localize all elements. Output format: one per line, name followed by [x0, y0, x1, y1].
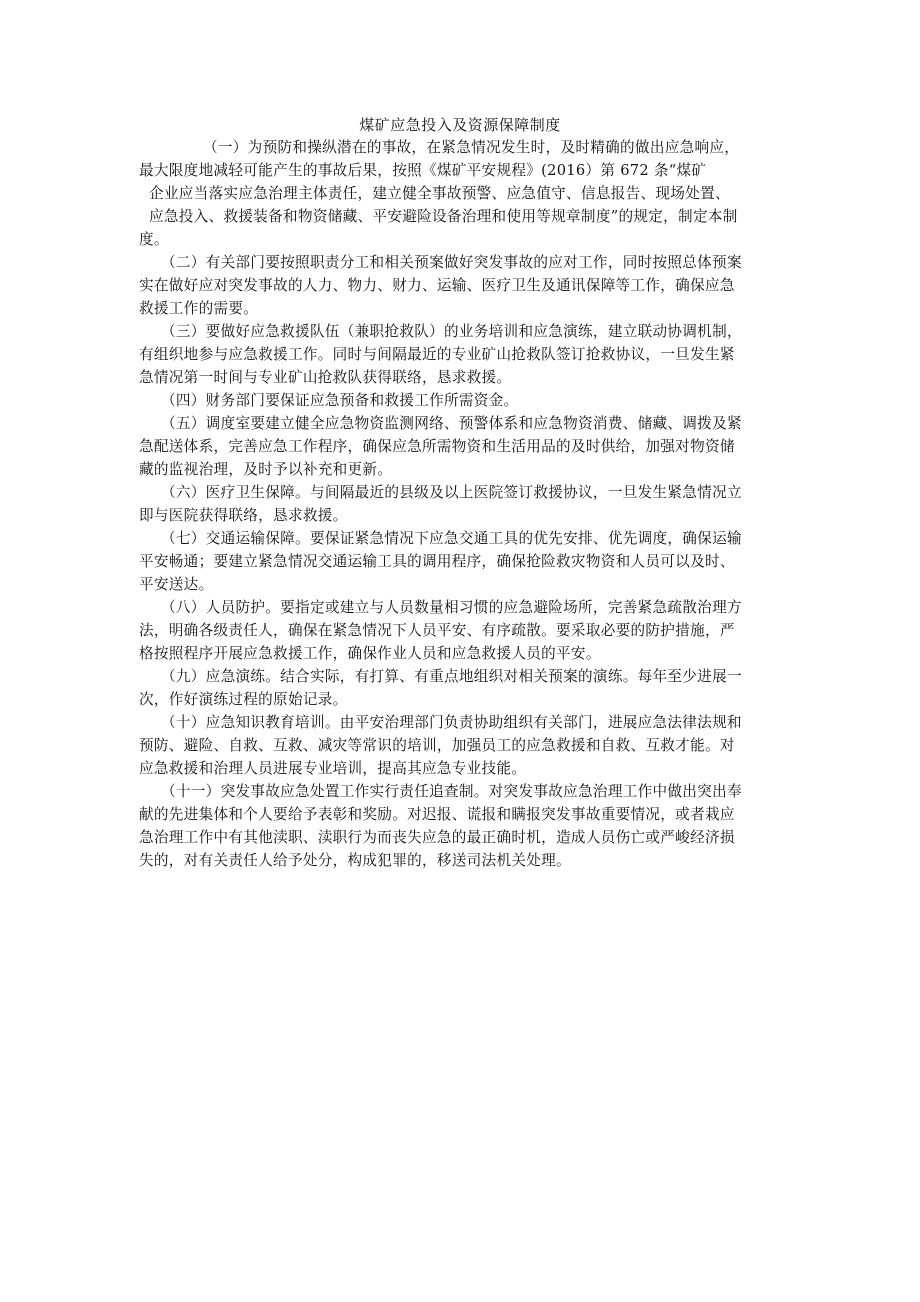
- paragraph-line: 应急救援和治理人员进展专业培训，提高其应急专业技能。: [139, 760, 527, 777]
- paragraph-line: 急配送体系，完善应急工作程序，确保应急所需物资和生活用品的及时供给，加强对物资储: [139, 438, 735, 455]
- paragraph-line: （五）调度室要建立健全应急物资监测网络、预警体系和应急物资消费、储藏、调拨及紧: [161, 415, 742, 432]
- paragraph: [139, 481, 783, 527]
- paragraph-line: 平安送达。: [139, 576, 214, 593]
- paragraph-line: 急情况第一时间与专业矿山抢救队获得联络，恳求救援。: [139, 369, 512, 386]
- paragraph: [139, 136, 783, 251]
- paragraph-line: 格按照程序开展应急救援工作，确保作业人员和应急救援人员的平安。: [139, 645, 601, 662]
- paragraph: [139, 596, 783, 665]
- paragraph-line: 献的先进集体和个人要给予表彰和奖励。对迟报、谎报和瞒报突发事故重要情况，或者栽应: [139, 806, 735, 823]
- paragraph: [139, 320, 783, 389]
- paragraph-line: （四）财务部门要保证应急预备和救援工作所需资金。: [161, 392, 519, 409]
- paragraph: [139, 251, 783, 320]
- paragraph: [139, 527, 783, 596]
- paragraph-line: 救援工作的需要。: [139, 300, 259, 317]
- paragraph-line: 预防、避险、自救、互救、减灾等常识的培训，加强员工的应急救援和自救、互救才能。对: [139, 737, 735, 754]
- paragraph-line: 急治理工作中有其他渎职、渎职行为而丧失应急的最正确时机，造成人员伤亡或严峻经济损: [139, 829, 735, 846]
- paragraph-line: （九）应急演练。结合实际，有打算、有重点地组织对相关预案的演练。每年至少进展一: [161, 668, 742, 685]
- paragraph-line: 有组织地参与应急救援工作。同时与间隔最近的专业矿山抢救队签订抢救协议，一旦发生紧: [139, 346, 735, 363]
- paragraph-line: （八）人员防护。要指定或建立与人员数量相习惯的应急避险场所，完善紧急疏散治理方: [161, 599, 742, 616]
- paragraph: [139, 711, 783, 780]
- paragraph: [139, 665, 783, 711]
- paragraph-line: （二）有关部门要按照职责分工和相关预案做好突发事故的应对工作，同时按照总体预案: [161, 254, 742, 271]
- document-title: 煤矿应急投入及资源保障制度: [359, 116, 561, 134]
- paragraph-line: 失的，对有关责任人给予处分，构成犯罪的，移送司法机关处理。: [139, 852, 571, 869]
- paragraph-line: （十）应急知识教育培训。由平安治理部门负责协助组织有关部门，进展应急法律法规和: [161, 714, 742, 731]
- paragraph-line: （十一）突发事故应急处置工作实行责任追查制。对突发事故应急治理工作中做出突出奉: [161, 783, 742, 800]
- paragraph: [139, 389, 783, 412]
- paragraph-line: （六）医疗卫生保障。与间隔最近的县级及以上医院签订救援协议，一旦发生紧急情况立: [161, 484, 742, 501]
- paragraph-line: （七）交通运输保障。要保证紧急情况下应急交通工具的优先安排、优先调度，确保运输: [161, 530, 742, 547]
- paragraph-line: 实在做好应对突发事故的人力、物力、财力、运输、医疗卫生及通讯保障等工作，确保应急: [139, 277, 735, 294]
- paragraph-line: 最大限度地减轻可能产生的事故后果，按照《煤矿平安规程》(2016）第 672 条“煤矿: [139, 162, 707, 179]
- paragraph: [139, 412, 783, 481]
- paragraph-line: 度。: [139, 231, 169, 248]
- paragraph-line: 企业应当落实应急治理主体责任，建立健全事故预警、应急值守、信息报告、现场处置、: [149, 185, 730, 202]
- paragraph: [139, 780, 783, 872]
- paragraph-line: 法，明确各级责任人，确保在紧急情况下人员平安、有序疏散。要采取必要的防护措施，严: [139, 622, 735, 639]
- paragraph-line: 次，作好演练过程的原始记录。: [139, 691, 348, 708]
- paragraph-line: （三）要做好应急救援队伍（兼职抢救队）的业务培训和应急演练，建立联动协调机制，: [161, 323, 742, 340]
- paragraph-line: （一）为预防和操纵潜在的事故，在紧急情况发生时，及时精确的做出应急响应，: [203, 139, 740, 156]
- document-body: [139, 136, 783, 872]
- paragraph-line: 平安畅通；要建立紧急情况交通运输工具的调用程序，确保抢险救灾物资和人员可以及时、: [139, 553, 735, 570]
- paragraph-line: 应急投入、救援装备和物资储藏、平安避险设备治理和使用等规章制度”的规定，制定本制: [149, 208, 738, 225]
- paragraph-line: 藏的监视治理，及时予以补充和更新。: [139, 461, 393, 478]
- paragraph-line: 即与医院获得联络，恳求救援。: [139, 507, 348, 524]
